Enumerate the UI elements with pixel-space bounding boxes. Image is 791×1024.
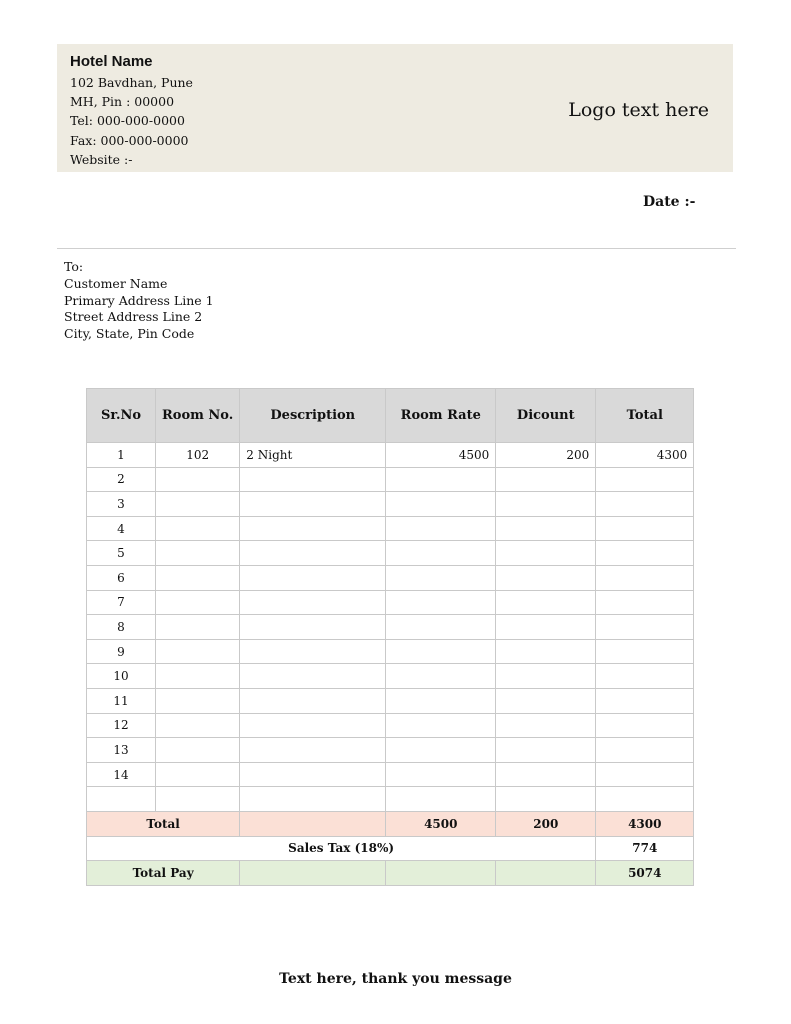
cell-discount [496,467,596,492]
cell-total [596,590,694,615]
cell-description [240,516,386,541]
table-row [87,738,694,763]
cell-room-no [156,762,240,787]
cell-room-rate [386,541,496,566]
customer-name: Customer Name [64,275,168,291]
cell-sr-no [87,787,156,812]
sales-tax-label: Sales Tax (18%) [87,836,596,861]
cell-total [596,565,694,590]
col-header-room-no: Room No. [156,389,240,443]
table-row [87,688,694,713]
cell-sr-no: 10 [87,664,156,689]
cell-room-no [156,738,240,763]
cell-description [240,713,386,738]
cell-room-no: 102 [156,443,240,468]
total-pay-amount: 5074 [596,861,694,886]
table-row [87,713,694,738]
cell-sr-no: 6 [87,565,156,590]
cell-description [240,467,386,492]
cell-sr-no: 3 [87,492,156,517]
cell-room-rate [386,762,496,787]
cell-discount [496,590,596,615]
cell-sr-no: 12 [87,713,156,738]
table-row [87,615,694,640]
hotel-contact-block [70,73,193,169]
cell-room-no [156,492,240,517]
cell-description [240,688,386,713]
cell-room-no [156,688,240,713]
total-pay-row [87,861,694,886]
cell-sr-no: 11 [87,688,156,713]
total-amount: 4300 [596,811,694,836]
cell-discount [496,664,596,689]
cell-total [596,664,694,689]
cell-discount: 200 [496,443,596,468]
cell-sr-no: 1 [87,443,156,468]
cell-room-rate [386,565,496,590]
cell-total [596,516,694,541]
cell-description [240,738,386,763]
cell-discount [496,516,596,541]
table-row [87,443,694,468]
cell-room-no [156,713,240,738]
table-row [87,565,694,590]
cell-discount [496,492,596,517]
cell-room-no [156,787,240,812]
cell-sr-no: 9 [87,639,156,664]
cell-sr-no: 2 [87,467,156,492]
thank-you-message: Text here, thank you message [279,971,512,987]
hotel-address: 102 Bavdhan, Pune [70,75,193,90]
table-row [87,467,694,492]
cell-total [596,467,694,492]
cell-discount [496,615,596,640]
cell-description [240,664,386,689]
cell-total [596,787,694,812]
cell-room-no [156,590,240,615]
table-row [87,516,694,541]
cell-room-rate [386,738,496,763]
cell-discount [496,713,596,738]
address-line-2: Street Address Line 2 [64,309,203,325]
cell-room-rate [386,492,496,517]
cell-room-no [156,541,240,566]
col-header-sr-no: Sr.No [87,389,156,443]
cell-room-rate [386,713,496,738]
cell-discount [496,541,596,566]
total-row [87,811,694,836]
cell-discount [496,738,596,763]
cell-room-rate [386,664,496,689]
cell-sr-no: 5 [87,541,156,566]
total-pay-empty-cell [496,861,596,886]
cell-room-rate [386,467,496,492]
cell-room-no [156,615,240,640]
cell-sr-no: 14 [87,762,156,787]
hotel-fax: Fax: 000-000-0000 [70,132,189,148]
table-row [87,590,694,615]
total-description-cell [240,811,386,836]
cell-description [240,492,386,517]
cell-total [596,492,694,517]
cell-total [596,615,694,640]
cell-room-no [156,664,240,689]
table-row [87,762,694,787]
cell-description [240,615,386,640]
total-pay-label: Total Pay [87,861,240,886]
cell-sr-no: 13 [87,738,156,763]
cell-discount [496,762,596,787]
col-header-total: Total [596,389,694,443]
cell-sr-no: 8 [87,615,156,640]
total-discount: 200 [496,811,596,836]
address-line-1: Primary Address Line 1 [64,292,214,308]
total-pay-empty-cell [386,861,496,886]
cell-room-rate [386,590,496,615]
logo-placeholder: Logo text here [568,99,709,121]
hotel-header [57,44,733,172]
section-divider [57,248,736,249]
hotel-name: Hotel Name [70,53,153,70]
cell-sr-no: 7 [87,590,156,615]
cell-description [240,787,386,812]
invoice-table [86,388,694,886]
table-header-row [87,389,694,443]
col-header-discount: Dicount [496,389,596,443]
cell-description [240,762,386,787]
cell-total [596,762,694,787]
hotel-state-pin: MH, Pin : 00000 [70,94,175,110]
cell-room-rate: 4500 [386,443,496,468]
cell-room-rate [386,688,496,713]
date-label: Date :- [643,194,696,210]
cell-room-rate [386,639,496,664]
sales-tax-amount: 774 [596,836,694,861]
hotel-website: Website :- [70,151,133,167]
city-state-pin: City, State, Pin Code [64,326,195,342]
cell-discount [496,787,596,812]
col-header-description: Description [240,389,386,443]
table-row [87,492,694,517]
cell-room-rate [386,516,496,541]
cell-total [596,713,694,738]
total-label: Total [87,811,240,836]
total-pay-empty-cell [240,861,386,886]
cell-description: 2 Night [240,443,386,468]
cell-description [240,541,386,566]
cell-room-no [156,639,240,664]
col-header-room-rate: Room Rate [386,389,496,443]
cell-discount [496,688,596,713]
total-room-rate: 4500 [386,811,496,836]
cell-room-rate [386,787,496,812]
cell-total [596,541,694,566]
table-row [87,541,694,566]
recipient-block [64,259,214,343]
cell-total: 4300 [596,443,694,468]
to-label: To: [64,259,84,274]
cell-description [240,639,386,664]
cell-room-rate [386,615,496,640]
cell-room-no [156,467,240,492]
cell-description [240,565,386,590]
cell-total [596,639,694,664]
hotel-tel: Tel: 000-000-0000 [70,113,185,129]
table-row [87,787,694,812]
cell-sr-no: 4 [87,516,156,541]
sales-tax-row [87,836,694,861]
table-row [87,664,694,689]
table-row [87,639,694,664]
cell-discount [496,565,596,590]
cell-description [240,590,386,615]
cell-room-no [156,565,240,590]
cell-total [596,738,694,763]
cell-total [596,688,694,713]
cell-room-no [156,516,240,541]
cell-discount [496,639,596,664]
